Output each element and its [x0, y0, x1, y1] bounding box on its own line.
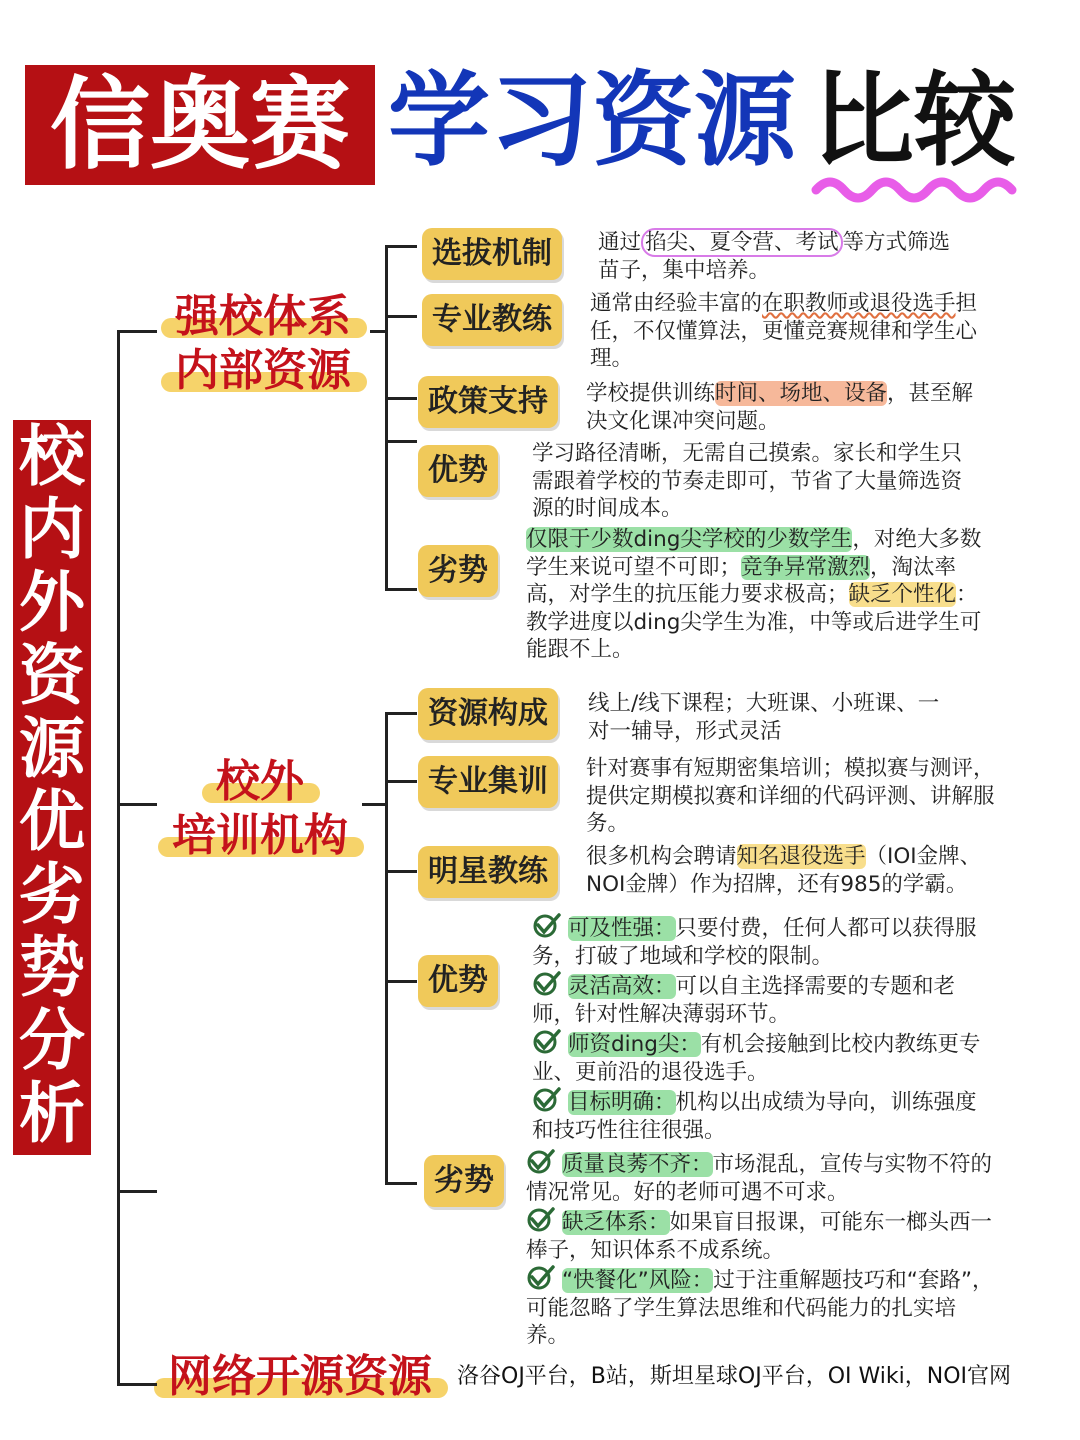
branch-line	[385, 245, 417, 248]
side-char: 优	[19, 783, 85, 860]
desc-selection: 通过 掐尖、夏令营、考试 等方式筛选苗子，集中培养。	[598, 230, 951, 283]
cons-item: 缺乏体系：如果盲目报课，可能东一榔头西一棒子，知识体系不成系统。	[526, 1206, 996, 1264]
branch-line	[362, 803, 388, 806]
check-icon	[532, 1028, 562, 1054]
pros-item: 可及性强：只要付费，任何人都可以获得服务，打破了地域和学校的限制。	[532, 912, 997, 970]
online-resources-list: 洛谷OJ平台，B站，斯坦星球OJ平台，OI Wiki，NOI官网	[457, 1364, 1011, 1389]
side-char: 源	[19, 710, 85, 787]
side-char: 外	[19, 564, 85, 641]
branch-line	[117, 803, 157, 806]
side-char: 内	[19, 491, 85, 568]
main-trunk-line	[117, 330, 120, 1385]
squiggle-underline	[810, 172, 1025, 208]
desc-training: 针对赛事有短期密集培训；模拟赛与测评，提供定期模拟赛和详细的代码评测、讲解服务。	[586, 756, 995, 836]
branch-line	[385, 780, 417, 783]
side-vertical-title	[13, 420, 91, 1155]
tag-coach: 专业教练	[422, 294, 562, 346]
check-icon	[526, 1206, 556, 1232]
side-char: 析	[19, 1075, 85, 1152]
cons-item: 质量良莠不齐：市场混乱，宣传与实物不符的情况常见。好的老师可遇不可求。	[526, 1148, 996, 1206]
category-outside-line1: 校外	[216, 756, 304, 807]
category-school-line1: 强校体系	[175, 291, 351, 342]
desc-star-coach: 很多机构会聘请知名退役选手（IOI金牌、NOI金牌）作为招牌，还有985的学霸。	[586, 844, 982, 897]
tag-policy: 政策支持	[418, 376, 558, 428]
tag-outside-pros: 优势	[418, 955, 498, 1007]
branch-line	[385, 870, 417, 873]
side-char: 分	[19, 1002, 85, 1079]
tag-training: 专业集训	[418, 756, 558, 808]
tag-school-cons: 劣势	[418, 545, 498, 597]
pros-item: 灵活高效：可以自主选择需要的专题和老师，针对性解决薄弱环节。	[532, 970, 997, 1028]
branch-line	[117, 1190, 157, 1193]
branch-line	[117, 330, 157, 333]
desc-school-pros: 学习路径清晰，无需自己摸索。家长和学生只需跟着学校的节奏走即可，节省了大量筛选资源的时间成本。	[532, 441, 963, 521]
tag-outside-cons: 劣势	[424, 1155, 504, 1207]
branch-line	[385, 440, 417, 443]
title-black-text: 比较	[812, 62, 1016, 181]
side-char: 劣	[19, 856, 85, 933]
sub-trunk-line	[385, 245, 388, 590]
branch-line	[385, 397, 417, 400]
check-icon	[526, 1148, 556, 1174]
branch-line	[117, 1383, 157, 1386]
tag-resources: 资源构成	[418, 688, 558, 740]
pros-item: 师资ding尖：有机会接触到比校内教练更专业、更前沿的退役选手。	[532, 1028, 997, 1086]
title-blue-text: 学习资源	[388, 62, 796, 181]
list-outside-pros	[532, 912, 997, 1144]
desc-school-cons: 仅限于少数ding尖学校的少数学生，对绝大多数学生来说可望不可即；竞争异常激烈，淘汰率高，对学生的抗压能力要求极高；缺乏个性化：教学进度以ding尖学生为准，中等或后进学生可能跟不上。	[526, 527, 982, 662]
branch-line	[385, 315, 417, 318]
side-char: 资	[19, 637, 85, 714]
tag-school-pros: 优势	[418, 445, 498, 497]
check-icon	[532, 912, 562, 938]
category-school-line2: 内部资源	[175, 345, 351, 396]
check-icon	[526, 1264, 556, 1290]
tag-star-coach: 明星教练	[418, 846, 558, 898]
desc-coach: 通常由经验丰富的在职教师或退役选手担任，不仅懂算法，更懂竞赛规律和学生心理。	[590, 291, 978, 371]
list-outside-cons	[526, 1148, 996, 1350]
tag-selection: 选拔机制	[422, 228, 562, 280]
branch-line	[385, 1182, 417, 1185]
category-outside-line2: 培训机构	[172, 810, 348, 861]
side-char: 势	[19, 929, 85, 1006]
branch-line	[370, 330, 388, 333]
check-icon	[532, 1086, 562, 1112]
desc-resources: 线上/线下课程；大班课、小班课、一对一辅导，形式灵活	[588, 691, 940, 744]
category-online	[168, 1350, 432, 1404]
category-online-label: 网络开源资源	[168, 1351, 432, 1402]
branch-line	[385, 712, 417, 715]
side-char: 校	[19, 418, 85, 495]
branch-line	[385, 588, 417, 591]
pros-item: 目标明确：机构以出成绩为导向，训练强度和技巧性往往很强。	[532, 1086, 997, 1144]
branch-line	[385, 980, 417, 983]
category-school	[175, 290, 351, 398]
cons-item: “快餐化”风险：过于注重解题技巧和“套路”，可能忽略了学生算法思维和代码能力的扎实培养。	[526, 1264, 996, 1350]
title-red-block: 信奥赛	[25, 65, 375, 185]
desc-policy: 学校提供训练时间、场地、设备，甚至解决文化课冲突问题。	[586, 381, 974, 434]
check-icon	[532, 970, 562, 996]
category-outside	[160, 755, 360, 863]
